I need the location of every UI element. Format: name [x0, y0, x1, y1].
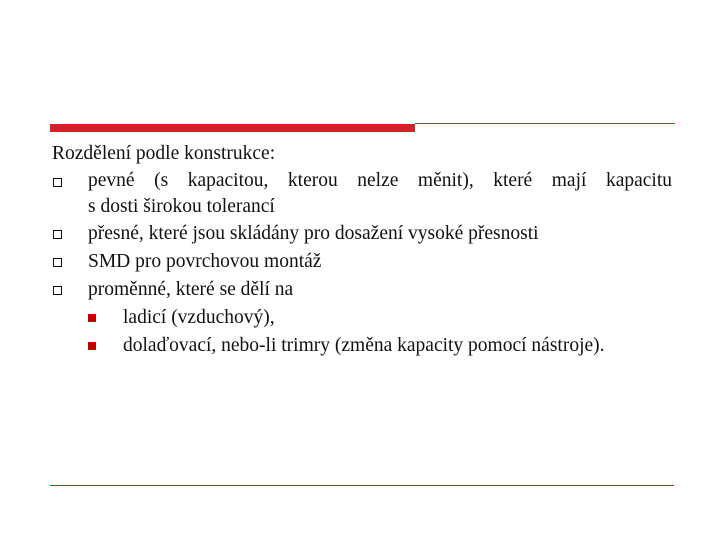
- bottom-accent-line: [50, 485, 674, 486]
- hollow-square-icon: [53, 286, 62, 295]
- list-item: [52, 248, 672, 276]
- sub-list-item: [88, 332, 672, 360]
- list-item-text: [88, 168, 672, 220]
- list-item-text: proměnné, které se dělí na: [88, 279, 294, 300]
- sub-list-item-text: dolaďovací, nebo-li trimry (změna kapacity pomocí nástroje).: [123, 335, 605, 356]
- list-item: [52, 276, 672, 360]
- heading: Rozdělení podle konstrukce:: [52, 143, 276, 164]
- sub-list-item-text: ladicí (vzduchový),: [123, 307, 275, 328]
- slide-body: [52, 140, 672, 360]
- top-accent-line: [415, 123, 675, 124]
- top-accent-bar: [50, 124, 415, 132]
- list-item-line-1: pevné (s kapacitou, kterou nelze měnit), které mají kapacitu: [88, 170, 672, 191]
- list-item-text: přesné, které jsou skládány pro dosažení vysoké přesnosti: [88, 223, 539, 244]
- hollow-square-icon: [53, 178, 62, 187]
- sub-bullet-list: [88, 304, 672, 360]
- list-item: [52, 220, 672, 248]
- sub-list-item: [88, 304, 672, 332]
- hollow-square-icon: [53, 230, 62, 239]
- list-item: [52, 168, 672, 220]
- filled-square-icon: [88, 342, 96, 350]
- list-item-text: SMD pro povrchovou montáž: [88, 251, 322, 272]
- hollow-square-icon: [53, 258, 62, 267]
- bullet-list: [52, 168, 672, 360]
- list-item-line-2: s dosti širokou tolerancí: [88, 196, 275, 217]
- filled-square-icon: [88, 314, 96, 322]
